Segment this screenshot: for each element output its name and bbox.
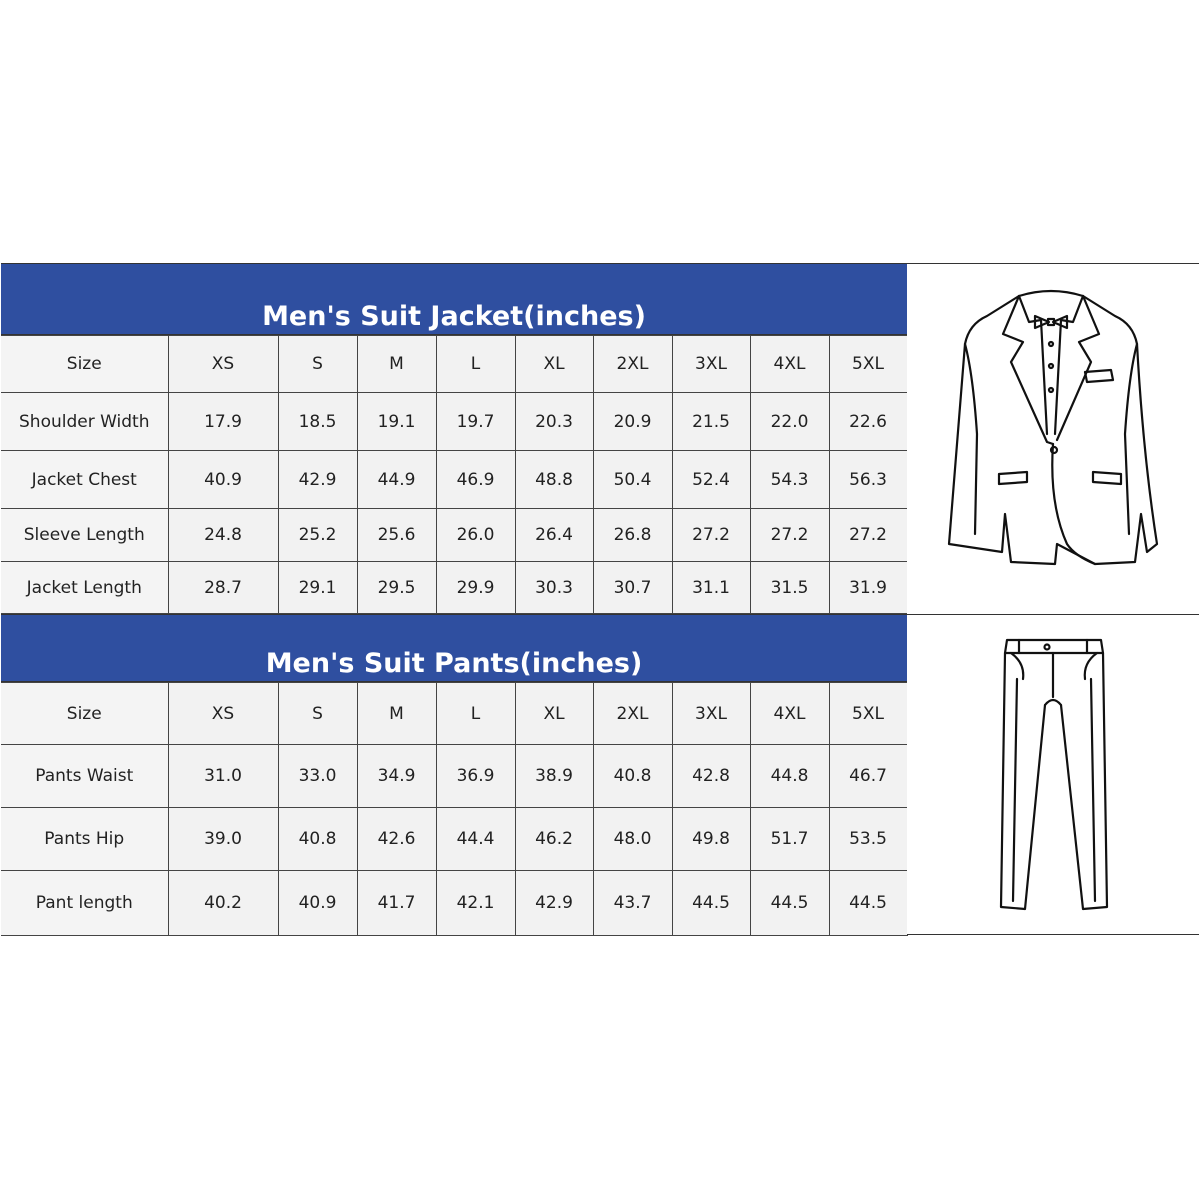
table-cell: 29.1 [278, 562, 357, 614]
row-label: Shoulder Width [1, 393, 168, 451]
size-header-cell: 5XL [829, 683, 907, 745]
table-cell: 40.2 [168, 871, 278, 936]
table-cell: 31.0 [168, 745, 278, 808]
table-cell: 42.6 [357, 808, 436, 871]
jacket-table-title: Men's Suit Jacket(inches) [1, 264, 907, 335]
table-cell: 42.9 [278, 451, 357, 509]
table-cell: 25.2 [278, 509, 357, 562]
row-label: Pants Waist [1, 745, 168, 808]
table-cell: 49.8 [672, 808, 750, 871]
row-label: Pants Hip [1, 808, 168, 871]
size-header-cell: 5XL [829, 336, 907, 393]
table-cell: 30.7 [593, 562, 672, 614]
table-cell: 44.8 [750, 745, 829, 808]
jacket-illustration-panel [907, 264, 1199, 615]
table-row [1, 451, 907, 509]
table-cell: 56.3 [829, 451, 907, 509]
table-cell: 44.5 [750, 871, 829, 936]
size-header-cell: M [357, 683, 436, 745]
table-cell: 53.5 [829, 808, 907, 871]
table-cell: 42.8 [672, 745, 750, 808]
pants-illustration-panel [907, 615, 1199, 934]
size-header-cell: S [278, 336, 357, 393]
size-header-cell: XL [515, 336, 593, 393]
size-header-cell: 2XL [593, 336, 672, 393]
size-header-cell: 3XL [672, 336, 750, 393]
size-header-cell: Size [1, 683, 168, 745]
table-cell: 34.9 [357, 745, 436, 808]
size-header-cell: 2XL [593, 683, 672, 745]
table-row [1, 562, 907, 614]
table-cell: 46.7 [829, 745, 907, 808]
table-cell: 40.8 [278, 808, 357, 871]
size-header-cell: Size [1, 336, 168, 393]
table-row [1, 871, 907, 936]
size-header-cell: XL [515, 683, 593, 745]
size-header-cell: L [436, 683, 515, 745]
row-label: Pant length [1, 871, 168, 936]
table-cell: 38.9 [515, 745, 593, 808]
table-cell: 20.3 [515, 393, 593, 451]
table-cell: 22.6 [829, 393, 907, 451]
table-row [1, 509, 907, 562]
table-cell: 33.0 [278, 745, 357, 808]
table-cell: 18.5 [278, 393, 357, 451]
table-cell: 25.6 [357, 509, 436, 562]
table-cell: 54.3 [750, 451, 829, 509]
table-cell: 19.7 [436, 393, 515, 451]
table-cell: 19.1 [357, 393, 436, 451]
table-cell: 39.0 [168, 808, 278, 871]
table-cell: 46.9 [436, 451, 515, 509]
table-cell: 26.4 [515, 509, 593, 562]
table-cell: 27.2 [672, 509, 750, 562]
size-header-cell: XS [168, 683, 278, 745]
size-header-cell: S [278, 683, 357, 745]
table-row [1, 745, 907, 808]
pants-size-header-row [1, 683, 907, 745]
pants-size-section [1, 615, 907, 935]
row-label: Jacket Chest [1, 451, 168, 509]
table-cell: 50.4 [593, 451, 672, 509]
table-cell: 51.7 [750, 808, 829, 871]
suit-pants-icon [907, 615, 1199, 934]
table-cell: 22.0 [750, 393, 829, 451]
table-cell: 27.2 [829, 509, 907, 562]
table-cell: 28.7 [168, 562, 278, 614]
table-cell: 26.0 [436, 509, 515, 562]
table-cell: 21.5 [672, 393, 750, 451]
table-cell: 17.9 [168, 393, 278, 451]
table-cell: 42.9 [515, 871, 593, 936]
table-cell: 40.8 [593, 745, 672, 808]
size-header-cell: 4XL [750, 336, 829, 393]
size-header-cell: M [357, 336, 436, 393]
table-cell: 48.0 [593, 808, 672, 871]
table-cell: 40.9 [278, 871, 357, 936]
row-label: Sleeve Length [1, 509, 168, 562]
table-cell: 48.8 [515, 451, 593, 509]
table-cell: 29.9 [436, 562, 515, 614]
table-cell: 27.2 [750, 509, 829, 562]
size-header-cell: XS [168, 336, 278, 393]
table-cell: 31.5 [750, 562, 829, 614]
size-header-cell: L [436, 336, 515, 393]
table-cell: 44.5 [672, 871, 750, 936]
table-cell: 20.9 [593, 393, 672, 451]
row-label: Jacket Length [1, 562, 168, 614]
size-header-cell: 3XL [672, 683, 750, 745]
table-cell: 44.4 [436, 808, 515, 871]
table-cell: 30.3 [515, 562, 593, 614]
table-row [1, 393, 907, 451]
table-row [1, 808, 907, 871]
pants-size-table [1, 682, 908, 936]
suit-jacket-icon [907, 264, 1199, 614]
table-cell: 41.7 [357, 871, 436, 936]
table-cell: 26.8 [593, 509, 672, 562]
table-cell: 52.4 [672, 451, 750, 509]
table-cell: 42.1 [436, 871, 515, 936]
table-cell: 24.8 [168, 509, 278, 562]
table-cell: 31.1 [672, 562, 750, 614]
table-cell: 44.9 [357, 451, 436, 509]
table-cell: 29.5 [357, 562, 436, 614]
size-header-cell: 4XL [750, 683, 829, 745]
table-cell: 36.9 [436, 745, 515, 808]
pants-table-title: Men's Suit Pants(inches) [1, 615, 907, 682]
jacket-size-section [1, 264, 907, 614]
table-cell: 46.2 [515, 808, 593, 871]
jacket-size-header-row [1, 336, 907, 393]
table-cell: 44.5 [829, 871, 907, 936]
table-cell: 40.9 [168, 451, 278, 509]
table-cell: 43.7 [593, 871, 672, 936]
table-cell: 31.9 [829, 562, 907, 614]
jacket-size-table [1, 335, 908, 614]
